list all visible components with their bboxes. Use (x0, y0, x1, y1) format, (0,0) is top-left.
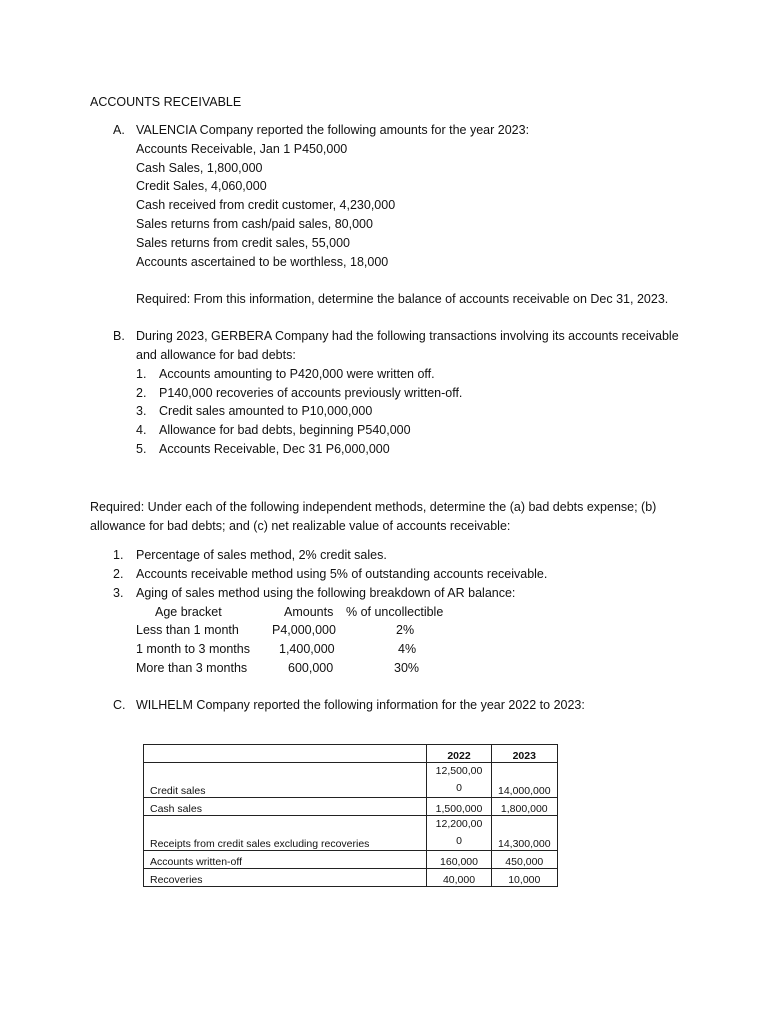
aging-amount: 1,400,000 (279, 642, 335, 656)
section-a-line: Sales returns from credit sales, 55,000 (136, 236, 350, 250)
table-row (144, 798, 558, 816)
list-number: 2. (136, 386, 147, 400)
section-c-intro: WILHELM Company reported the following information for the year 2022 to 2023: (136, 698, 585, 712)
list-item: Accounts amounting to P420,000 were written off. (159, 367, 435, 381)
table-row (144, 816, 558, 851)
aging-percent: 4% (398, 642, 417, 656)
row-value-2023: 450,000 (492, 851, 558, 869)
row-value-2023: 14,000,000 (492, 763, 558, 798)
row-label: Cash sales (144, 798, 427, 816)
method-number: 1. (113, 548, 124, 562)
value-part: 0 (456, 782, 462, 794)
method-item: Accounts receivable method using 5% of outstanding accounts receivable. (136, 567, 548, 581)
row-value-2023: 1,800,000 (492, 798, 558, 816)
section-a-line: Credit Sales, 4,060,000 (136, 179, 267, 193)
section-a-required: Required: From this information, determine the balance of accounts receivable on Dec 31, 2023. (136, 292, 669, 306)
list-number: 4. (136, 423, 147, 437)
section-a-line: Cash received from credit customer, 4,230,000 (136, 198, 396, 212)
aging-header-percent: % of uncollectible (346, 605, 444, 619)
method-number: 3. (113, 586, 124, 600)
aging-amount: 600,000 (288, 661, 334, 675)
table-header-2023: 2023 (492, 745, 558, 763)
list-number: 3. (136, 404, 147, 418)
aging-amount: P4,000,000 (272, 623, 336, 637)
section-a-marker: A. (113, 123, 125, 137)
section-b-intro: During 2023, GERBERA Company had the following transactions involving its accounts receivable (136, 329, 679, 343)
section-a-line: Accounts Receivable, Jan 1 P450,000 (136, 142, 348, 156)
document-title: ACCOUNTS RECEIVABLE (90, 95, 242, 109)
table-row (144, 869, 558, 887)
aging-bracket: Less than 1 month (136, 623, 239, 637)
row-label: Accounts written-off (144, 851, 427, 869)
section-b-intro-cont: and allowance for bad debts: (136, 348, 296, 362)
row-value-2022: 40,000 (427, 869, 492, 887)
section-a-intro: VALENCIA Company reported the following amounts for the year 2023: (136, 123, 530, 137)
row-label: Credit sales (144, 763, 427, 798)
value-part: 12,500,00 (435, 765, 483, 777)
section-b-required-cont: allowance for bad debts; and (c) net realizable value of accounts receivable: (90, 519, 511, 533)
row-value-2022: 160,000 (427, 851, 492, 869)
section-a-line: Cash Sales, 1,800,000 (136, 161, 263, 175)
aging-percent: 30% (394, 661, 420, 675)
row-value-2022 (427, 763, 492, 798)
section-a-line: Sales returns from cash/paid sales, 80,000 (136, 217, 373, 231)
list-item: Accounts Receivable, Dec 31 P6,000,000 (159, 442, 390, 456)
table-header-2022: 2022 (427, 745, 492, 763)
section-b-marker: B. (113, 329, 125, 343)
row-label: Receipts from credit sales excluding recoveries (144, 816, 427, 851)
table-row (144, 763, 558, 798)
value-part: 0 (456, 835, 462, 847)
table-row (144, 851, 558, 869)
row-value-2023: 14,300,000 (492, 816, 558, 851)
wilhelm-data-table (143, 744, 558, 887)
value-part: 12,200,00 (435, 818, 483, 830)
list-number: 5. (136, 442, 147, 456)
list-item: Allowance for bad debts, beginning P540,000 (159, 423, 411, 437)
row-label: Recoveries (144, 869, 427, 887)
table-header-label (144, 745, 427, 763)
method-number: 2. (113, 567, 124, 581)
aging-percent: 2% (396, 623, 415, 637)
table-header-row (144, 745, 558, 763)
aging-bracket: More than 3 months (136, 661, 248, 675)
section-a-line: Accounts ascertained to be worthless, 18,000 (136, 255, 389, 269)
aging-header-age: Age bracket (155, 605, 222, 619)
row-value-2022: 1,500,000 (427, 798, 492, 816)
list-number: 1. (136, 367, 147, 381)
method-item: Aging of sales method using the following breakdown of AR balance: (136, 586, 516, 600)
aging-header-amounts: Amounts (284, 605, 334, 619)
aging-bracket: 1 month to 3 months (136, 642, 250, 656)
row-value-2023: 10,000 (492, 869, 558, 887)
method-item: Percentage of sales method, 2% credit sales. (136, 548, 387, 562)
list-item: Credit sales amounted to P10,000,000 (159, 404, 373, 418)
list-item: P140,000 recoveries of accounts previously written-off. (159, 386, 463, 400)
section-b-required: Required: Under each of the following independent methods, determine the (a) bad debts expense; (b) (90, 500, 657, 514)
row-value-2022 (427, 816, 492, 851)
section-c-marker: C. (113, 698, 126, 712)
